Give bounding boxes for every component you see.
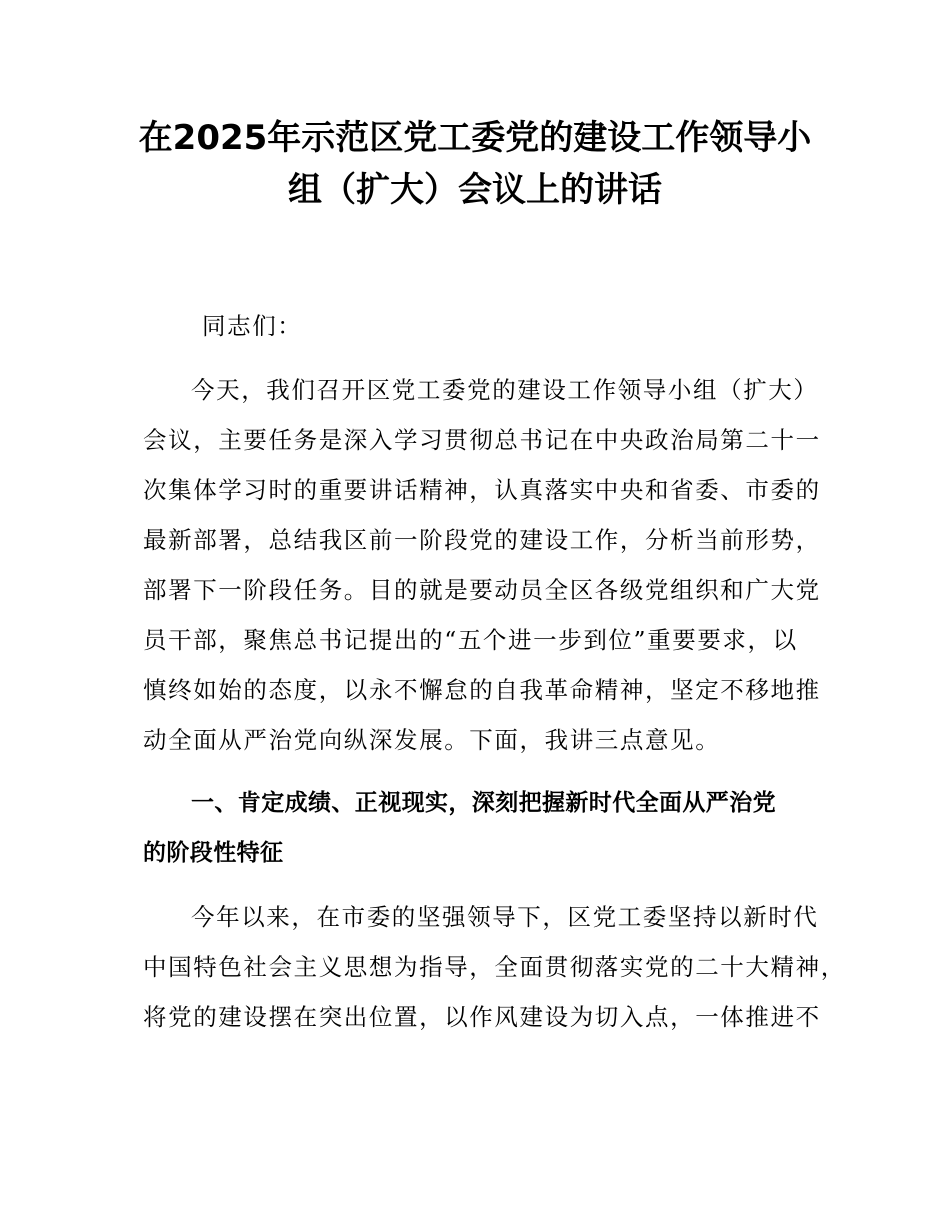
paragraph-line: 员干部，聚焦总书记提出的“五个进一步到位”重要要求，以 [143,626,798,654]
paragraph-line: 会议，主要任务是深入学习贯彻总书记在中央政治局第二十一 [143,426,821,454]
document-title [120,112,830,216]
heading-line-2: 的阶段性特征 [143,840,284,866]
paragraph-line: 次集体学习时的重要讲话精神，认真落实中央和省委、市委的 [143,476,821,504]
paragraph-1 [143,365,821,765]
paragraph-line: 最新部署，总结我区前一阶段党的建设工作，分析当前形势， [143,526,821,554]
paragraph-line: 动全面从严治党向纵深发展。下面，我讲三点意见。 [143,726,721,754]
paragraph-line: 将党的建设摆在突出位置，以作风建设为切入点，一体推进不 [143,1003,821,1031]
title-line-1: 在2025年示范区党工委党的建设工作领导小 [138,118,812,158]
heading-line-1: 一、肯定成绩、正视现实，深刻把握新时代全面从严治党 [191,790,776,816]
paragraph-line: 今天，我们召开区党工委党的建设工作领导小组（扩大） [191,376,819,404]
paragraph-2 [143,892,846,1042]
paragraph-line: 中国特色社会主义思想为指导，全面贯彻落实党的二十大精神， [143,953,846,981]
salutation: 同志们： [202,312,303,340]
title-line-2: 组（扩大）会议上的讲话 [288,170,662,210]
paragraph-line: 今年以来，在市委的坚强领导下，区党工委坚持以新时代 [191,903,819,931]
paragraph-line: 部署下一阶段任务。目的就是要动员全区各级党组织和广大党 [143,576,821,604]
section-heading-1 [143,778,823,878]
paragraph-line: 慎终如始的态度，以永不懈怠的自我革命精神，坚定不移地推 [143,676,821,704]
